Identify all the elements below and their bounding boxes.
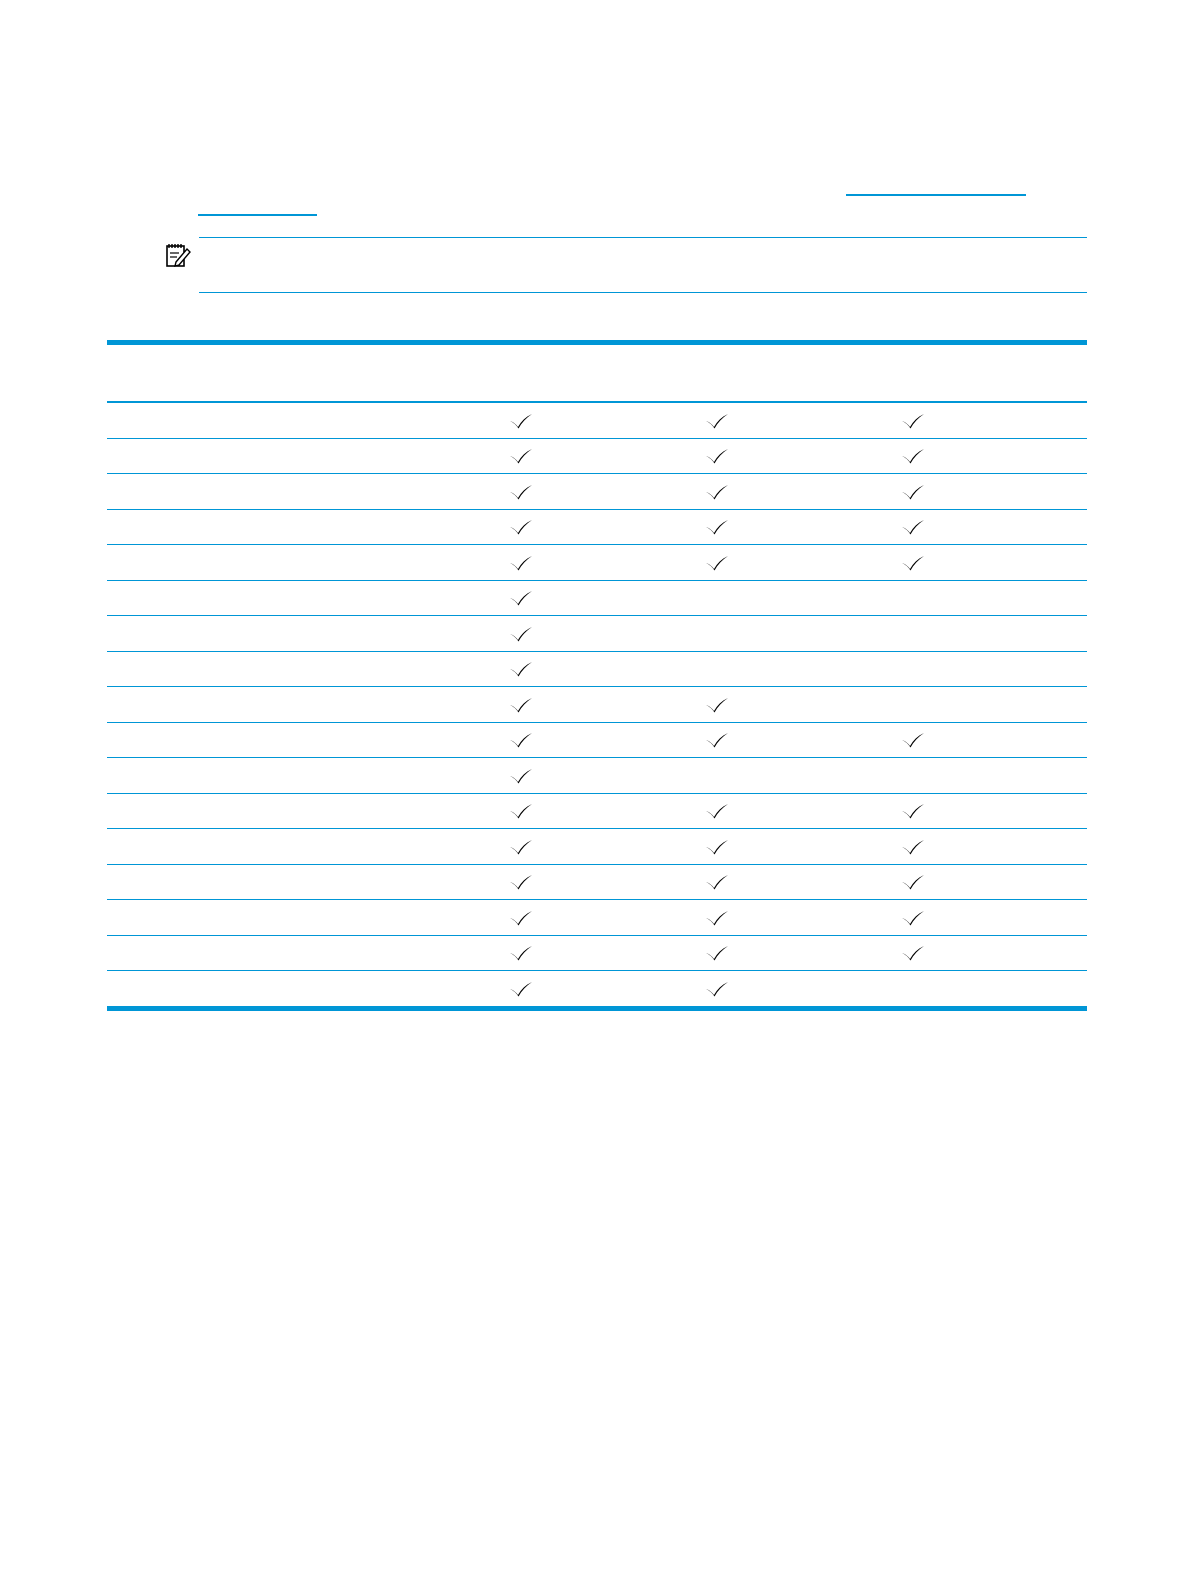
table-body (107, 402, 1087, 1008)
table-row (107, 651, 1087, 687)
note-bottom-rule (199, 292, 1087, 293)
support-cell (613, 829, 809, 865)
checkmark-icon (705, 484, 729, 500)
checkmark-icon (509, 945, 533, 961)
column-header (809, 343, 1087, 403)
support-cell (809, 438, 1087, 474)
checkmark-icon (509, 839, 533, 855)
support-cell (809, 474, 1087, 510)
checkmark-icon (509, 484, 533, 500)
checkmark-icon (705, 413, 729, 429)
support-cell (613, 616, 809, 652)
table-row (107, 545, 1087, 581)
column-header (613, 343, 809, 403)
checkmark-icon (705, 697, 729, 713)
checkmark-icon (509, 768, 533, 784)
checkmark-icon (901, 839, 925, 855)
support-cell (417, 864, 613, 900)
checkmark-icon (901, 732, 925, 748)
checkmark-icon (509, 803, 533, 819)
table-row (107, 580, 1087, 616)
note-icon (165, 242, 191, 268)
support-cell (613, 438, 809, 474)
support-cell (809, 793, 1087, 829)
support-cell (809, 864, 1087, 900)
table-row (107, 722, 1087, 758)
support-cell (417, 509, 613, 545)
note-top-rule (199, 237, 1087, 238)
table-row (107, 474, 1087, 510)
media-type-cell (107, 580, 417, 616)
support-cell (809, 722, 1087, 758)
support-cell (613, 402, 809, 438)
support-cell (613, 758, 809, 794)
support-cell (809, 651, 1087, 687)
support-cell (417, 402, 613, 438)
checkmark-icon (705, 910, 729, 926)
checkmark-icon (705, 874, 729, 890)
media-type-cell (107, 651, 417, 687)
table-row (107, 829, 1087, 865)
support-cell (613, 509, 809, 545)
media-support-table (107, 340, 1087, 1011)
checkmark-icon (705, 839, 729, 855)
table-row (107, 935, 1087, 971)
checkmark-icon (509, 910, 533, 926)
support-cell (613, 580, 809, 616)
table-header-row (107, 343, 1087, 403)
media-type-cell (107, 509, 417, 545)
support-cell (809, 616, 1087, 652)
support-cell (417, 829, 613, 865)
media-type-cell (107, 829, 417, 865)
checkmark-icon (509, 590, 533, 606)
checkmark-icon (705, 448, 729, 464)
intro-link-underline[interactable] (846, 194, 1026, 196)
support-cell (417, 758, 613, 794)
support-cell (417, 616, 613, 652)
support-cell (809, 900, 1087, 936)
column-header (107, 343, 417, 403)
support-cell (417, 687, 613, 723)
media-type-cell (107, 864, 417, 900)
media-type-cell (107, 474, 417, 510)
support-cell (809, 580, 1087, 616)
support-cell (613, 687, 809, 723)
table-row (107, 900, 1087, 936)
support-cell (613, 793, 809, 829)
table-row (107, 971, 1087, 1009)
support-cell (417, 474, 613, 510)
support-cell (809, 758, 1087, 794)
media-type-cell (107, 935, 417, 971)
checkmark-icon (901, 448, 925, 464)
table-row (107, 687, 1087, 723)
checkmark-icon (901, 484, 925, 500)
support-cell (613, 651, 809, 687)
media-type-cell (107, 758, 417, 794)
table-row (107, 509, 1087, 545)
checkmark-icon (705, 519, 729, 535)
checkmark-icon (901, 910, 925, 926)
checkmark-icon (509, 697, 533, 713)
support-cell (417, 545, 613, 581)
media-type-cell (107, 545, 417, 581)
checkmark-icon (901, 874, 925, 890)
support-cell (809, 971, 1087, 1009)
table-row (107, 438, 1087, 474)
support-cell (417, 651, 613, 687)
checkmark-icon (901, 413, 925, 429)
support-cell (613, 722, 809, 758)
checkmark-icon (705, 945, 729, 961)
intro-link-underline-continued[interactable] (198, 214, 317, 216)
table-row (107, 616, 1087, 652)
support-cell (613, 971, 809, 1009)
media-type-cell (107, 793, 417, 829)
checkmark-icon (509, 981, 533, 997)
media-type-cell (107, 722, 417, 758)
support-cell (809, 545, 1087, 581)
support-cell (809, 402, 1087, 438)
support-cell (809, 509, 1087, 545)
column-header (417, 343, 613, 403)
checkmark-icon (901, 945, 925, 961)
support-cell (809, 687, 1087, 723)
checkmark-icon (509, 661, 533, 677)
table-row (107, 864, 1087, 900)
checkmark-icon (901, 519, 925, 535)
checkmark-icon (509, 555, 533, 571)
support-cell (417, 722, 613, 758)
checkmark-icon (509, 626, 533, 642)
checkmark-icon (509, 732, 533, 748)
media-type-cell (107, 438, 417, 474)
checkmark-icon (509, 448, 533, 464)
support-cell (613, 545, 809, 581)
support-cell (613, 864, 809, 900)
table-row (107, 793, 1087, 829)
media-type-cell (107, 900, 417, 936)
support-cell (417, 793, 613, 829)
media-type-cell (107, 616, 417, 652)
support-cell (417, 580, 613, 616)
support-cell (417, 971, 613, 1009)
checkmark-icon (509, 413, 533, 429)
media-type-cell (107, 402, 417, 438)
support-cell (613, 900, 809, 936)
support-cell (417, 935, 613, 971)
checkmark-icon (509, 874, 533, 890)
support-cell (809, 935, 1087, 971)
support-cell (613, 474, 809, 510)
checkmark-icon (901, 803, 925, 819)
media-type-cell (107, 687, 417, 723)
support-cell (809, 829, 1087, 865)
checkmark-icon (509, 519, 533, 535)
table-row (107, 402, 1087, 438)
support-cell (417, 900, 613, 936)
checkmark-icon (901, 555, 925, 571)
checkmark-icon (705, 555, 729, 571)
support-cell (417, 438, 613, 474)
checkmark-icon (705, 732, 729, 748)
support-cell (613, 935, 809, 971)
checkmark-icon (705, 803, 729, 819)
checkmark-icon (705, 981, 729, 997)
table-row (107, 758, 1087, 794)
media-type-cell (107, 971, 417, 1009)
